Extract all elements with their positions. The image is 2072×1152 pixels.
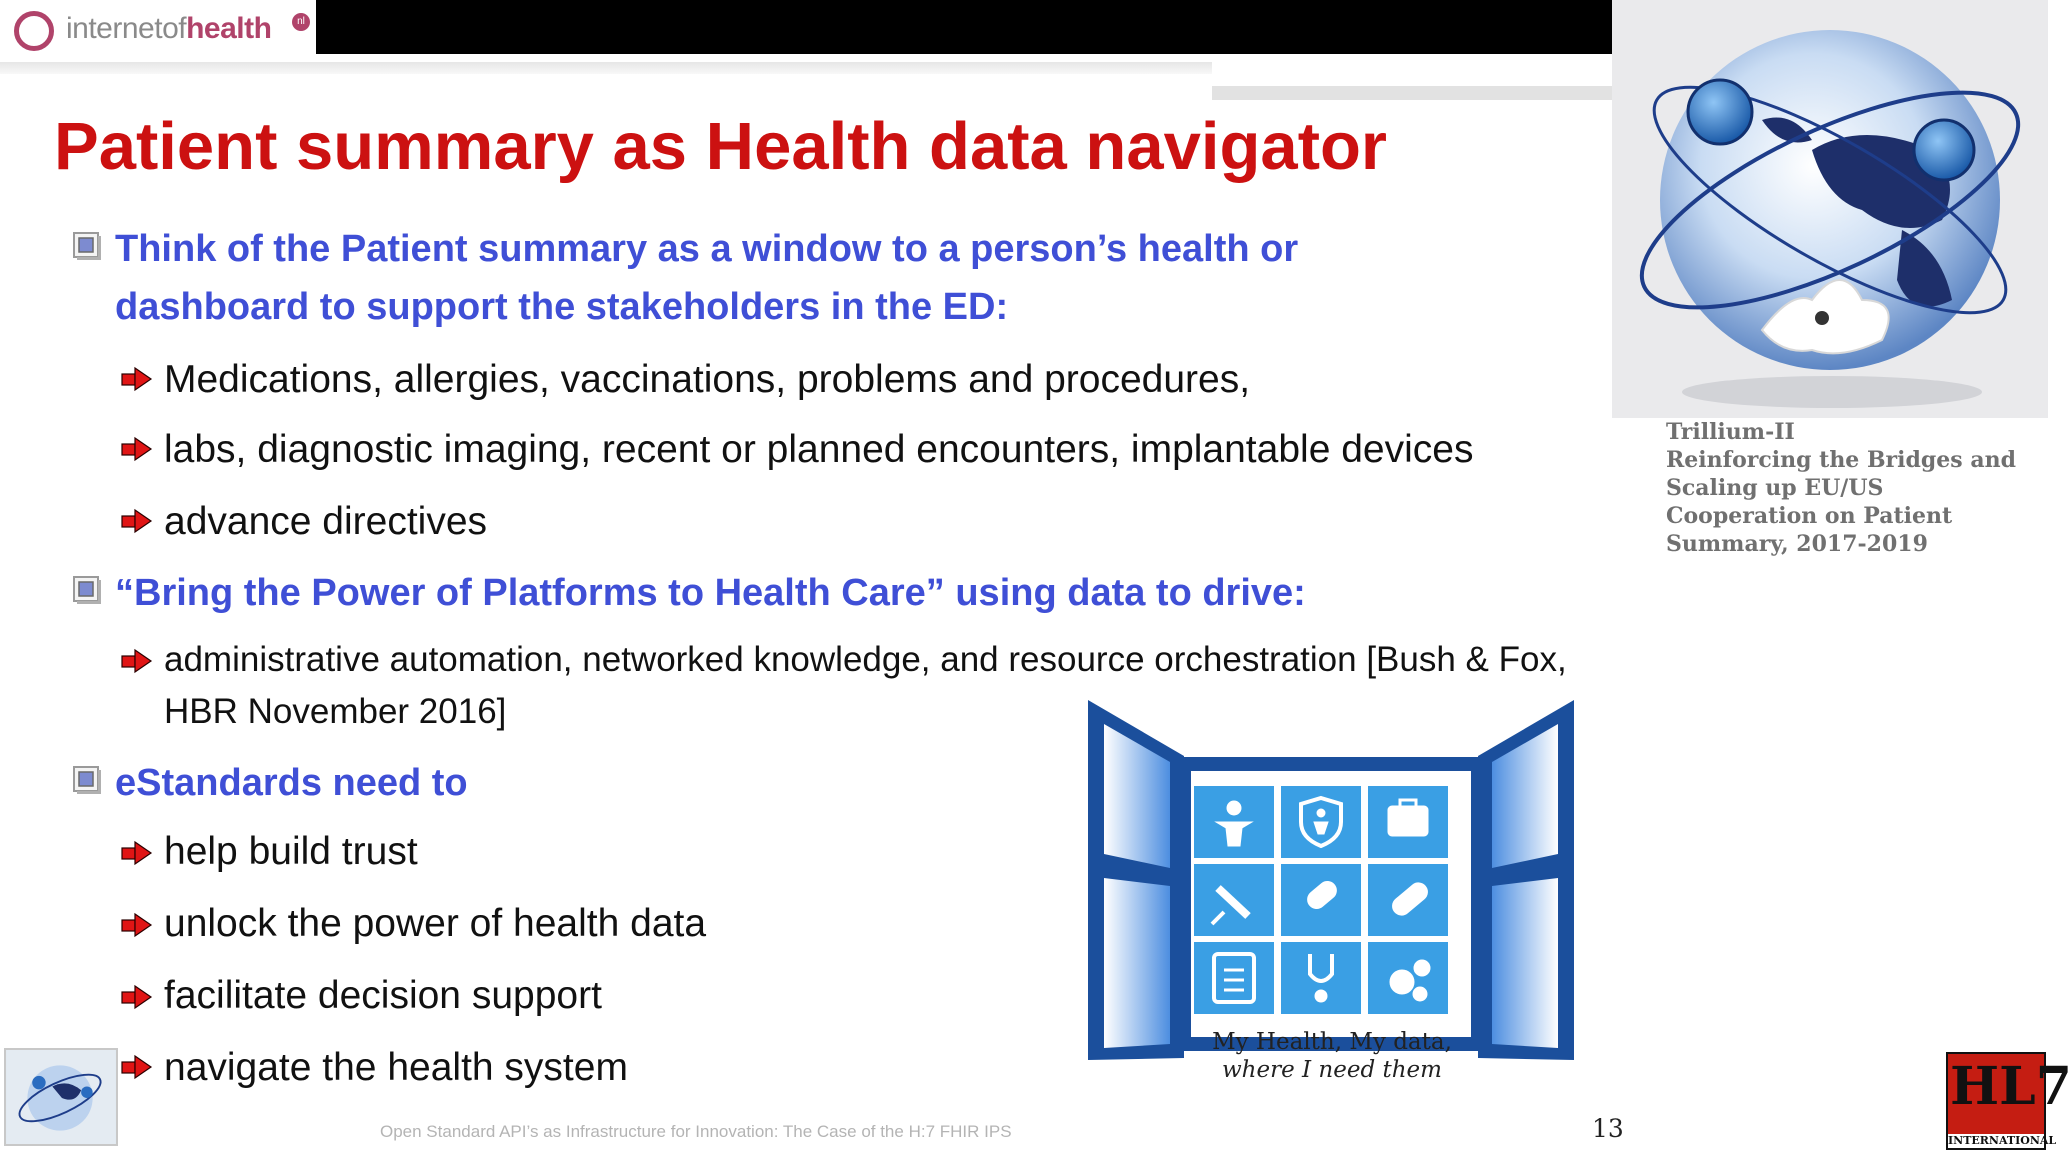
hl7-logo-mark: HL7 — [1950, 1056, 2072, 1117]
bullet-1-line-1: Think of the Patient summary as a window to a person’s health or — [115, 228, 1299, 270]
figure-caption — [1108, 1028, 1556, 1084]
sub-bullet-trust: help build trust — [164, 830, 418, 873]
bullet-2-line-1: “Bring the Power of Platforms to Health Care” using data to drive: — [115, 572, 1306, 614]
bullet-1-line-2: dashboard to support the stakeholders in the ED: — [115, 286, 1009, 328]
arrow-bullet-icon — [121, 648, 153, 674]
caption-line-1: My Health, My data, — [1212, 1029, 1452, 1055]
arrow-bullet-icon — [121, 1054, 153, 1080]
arrow-bullet-icon — [121, 436, 153, 462]
sub-bullet-navigate: navigate the health system — [164, 1046, 628, 1089]
logo-text — [66, 12, 271, 46]
logo-prefix: internetof — [66, 12, 187, 45]
header-divider — [0, 62, 1212, 74]
trillium-line-4: Cooperation on Patient — [1666, 503, 1953, 529]
trillium-globe-image — [1612, 0, 2048, 418]
caption-line-2: where I need them — [1222, 1057, 1442, 1083]
square-bullet-icon — [73, 576, 101, 604]
sub-bullet-platforms-line-2: HBR November 2016] — [164, 692, 507, 731]
trillium-line-2: Reinforcing the Bridges and — [1666, 447, 2016, 473]
arrow-bullet-icon — [121, 366, 153, 392]
footer-text: Open Standard API’s as Infrastructure for Innovation: The Case of the H:7 FHIR IPS — [380, 1122, 1012, 1141]
arrow-bullet-icon — [121, 912, 153, 938]
square-bullet-icon — [73, 232, 101, 260]
trillium-line-3: Scaling up EU/US — [1666, 475, 1884, 501]
arrow-bullet-icon — [121, 508, 153, 534]
sub-bullet-unlock: unlock the power of health data — [164, 902, 707, 945]
page-number: 13 — [1592, 1114, 1624, 1143]
sub-bullet-labs: labs, diagnostic imaging, recent or planned encounters, implantable devices — [164, 428, 1474, 471]
bullet-3-line-1: eStandards need to — [115, 762, 468, 804]
small-globe-icon — [4, 1048, 118, 1146]
sub-bullet-decision: facilitate decision support — [164, 974, 602, 1017]
slide-title: Patient summary as Health data navigator — [54, 109, 1387, 184]
sub-bullet-medications: Medications, allergies, vaccinations, problems and procedures, — [164, 358, 1251, 401]
arrow-bullet-icon — [121, 984, 153, 1010]
logo-ring-icon — [14, 11, 54, 51]
header-divider-right — [1212, 86, 1612, 100]
logo-badge: nl — [292, 13, 310, 31]
square-bullet-icon — [73, 766, 101, 794]
sub-bullet-advance-directives: advance directives — [164, 500, 488, 543]
trillium-line-5: Summary, 2017-2019 — [1666, 531, 1928, 557]
hl7-logo-sub: INTERNATIONAL — [1948, 1134, 2057, 1147]
logo-brand: health — [186, 12, 272, 45]
trillium-caption — [1666, 418, 2016, 558]
sub-bullet-platforms-line-1: administrative automation, networked knowledge, and resource orchestration [Bush & Fox, — [164, 640, 1567, 679]
arrow-bullet-icon — [121, 840, 153, 866]
trillium-line-1: Trillium-II — [1666, 419, 1795, 445]
